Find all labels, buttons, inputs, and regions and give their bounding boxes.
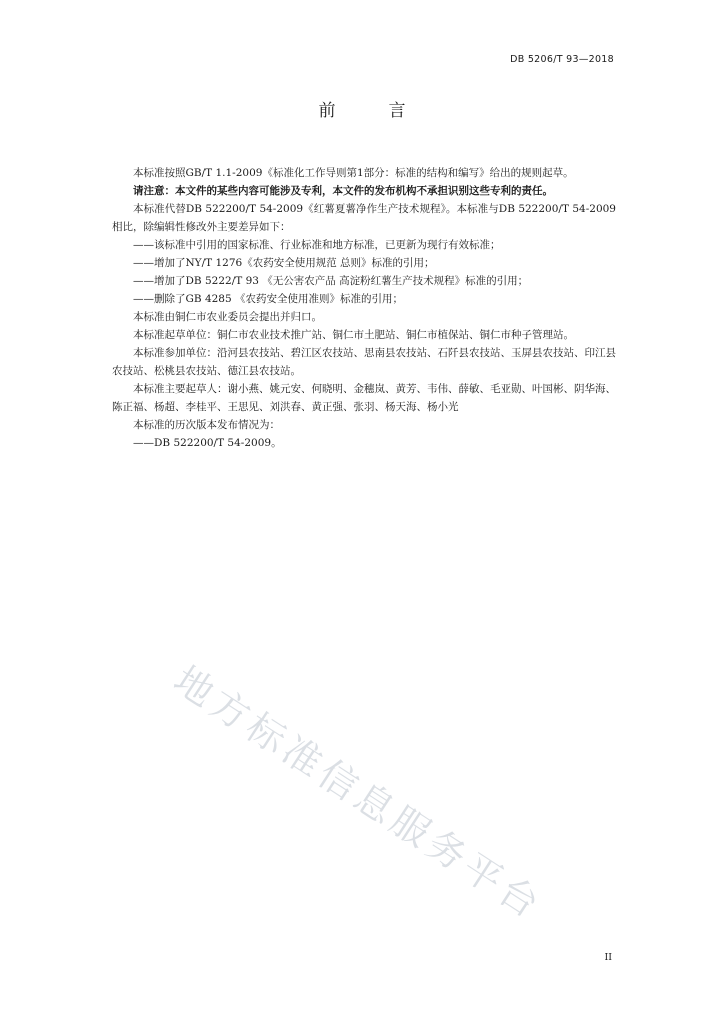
paragraph-drafters: 本标准主要起草人：谢小燕、姚元安、何晓明、金穗岚、黄芳、韦伟、薛敏、毛亚勋、叶国彬、阴华海、陈正福、杨超、李桂平、王思见、刘洪春、黄正强、张羽、杨天海、杨小光 <box>112 383 616 413</box>
list-item-history: ——DB 522200/T 54-2009。 <box>133 437 282 449</box>
list-item-change-3: ——增加了DB 5222/T 93 《无公害农产品 高淀粉红薯生产技术规程》标准的引用； <box>133 275 529 287</box>
page-number: II <box>604 952 612 963</box>
paragraph-replacement: 本标准代替DB 522200/T 54-2009《红薯夏薯净作生产技术规程》。本标准与DB 522200/T 54-2009相比，除编辑性修改外主要差异如下： <box>112 203 616 233</box>
list-item-change-2: ——增加了NY/T 1276《农药安全使用规范 总则》标准的引用； <box>133 257 435 269</box>
list-item-change-4: ——删除了GB 4285 《农药安全使用准则》标准的引用； <box>133 293 403 305</box>
paragraph-drafting-rules: 本标准按照GB/T 1.1-2009《标准化工作导则第1部分：标准的结构和编写》给出的规则起草。 <box>133 167 574 179</box>
page-title: 前 言 <box>318 101 424 121</box>
watermark: 地方标准信息服务平台 <box>166 657 551 929</box>
paragraph-proposer: 本标准由铜仁市农业委员会提出并归口。 <box>133 311 322 323</box>
paragraph-participating-units: 本标准参加单位：沿河县农技站、碧江区农技站、思南县农技站、石阡县农技站、玉屏县农技站、印江县农技站、松桃县农技站、德江县农技站。 <box>112 347 616 377</box>
list-item-change-1: ——该标准中引用的国家标准、行业标准和地方标准，已更新为现行有效标准； <box>133 239 501 251</box>
foreword-body <box>112 164 616 452</box>
paragraph-history-intro: 本标准的历次版本发布情况为： <box>133 419 280 431</box>
paragraph-drafting-units: 本标准起草单位：铜仁市农业技术推广站、铜仁市土肥站、铜仁市植保站、铜仁市种子管理站。 <box>133 329 574 341</box>
paragraph-patent-notice: 请注意：本文件的某些内容可能涉及专利，本文件的发布机构不承担识别这些专利的责任。 <box>133 185 553 197</box>
document-code: DB 5206/T 93—2018 <box>510 54 614 65</box>
